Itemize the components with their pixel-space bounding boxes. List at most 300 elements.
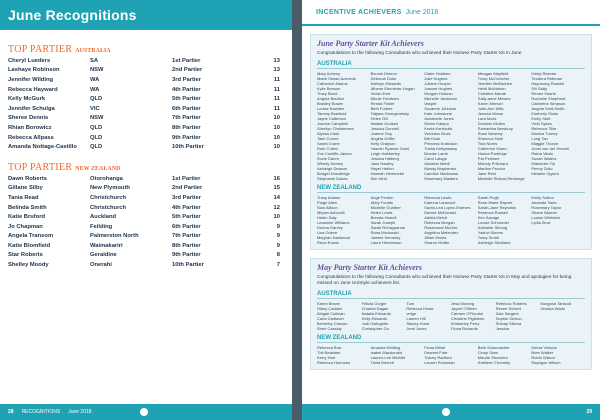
table-row <box>8 193 280 203</box>
list-item: Fiona Richards <box>451 326 478 331</box>
list-item: Jodi Galloghler <box>361 321 389 326</box>
list-item: Joanne Hughes <box>424 86 453 91</box>
may-card-title: May Party Starter Kit Achievers <box>317 263 423 272</box>
list-item: Makenzie Yip <box>531 161 556 166</box>
list-item: Joanne Campbell <box>317 121 349 126</box>
list-item: Brenda Harrell <box>370 215 397 220</box>
list-item: Chantal Dagan <box>361 306 389 311</box>
list-item: Kimberley Perry <box>451 321 480 326</box>
list-item: Rosemary Taylor <box>531 205 562 210</box>
list-item: Lydia Zinzi <box>531 220 551 225</box>
list-item: Jane Reid <box>477 171 496 176</box>
list-item: Claire Holdsen <box>424 71 451 76</box>
list-item: Candice Markowsk <box>424 171 458 176</box>
name-column <box>317 301 362 331</box>
location: Onerahi <box>90 262 112 269</box>
list-item: Shinay Silvera <box>495 321 522 326</box>
list-item: Juliane Hooper <box>424 81 452 86</box>
table-row <box>8 232 280 242</box>
list-item: Jane Hawley <box>370 161 394 166</box>
list-item: Julie-Ann Mills <box>477 106 504 111</box>
list-item: Adelaide Sthong <box>477 225 508 230</box>
party-count: 10 <box>273 144 280 151</box>
name-column <box>317 71 371 181</box>
list-item: Annabel Mahli <box>424 161 450 166</box>
list-item: Beth Forbes <box>370 106 393 111</box>
list-item: Jemi Jones <box>406 326 427 331</box>
list-item: Emily Stott <box>531 116 551 121</box>
name-column <box>531 195 585 245</box>
list-item: Michelle Jamieson <box>424 96 458 101</box>
rank: 3rd Partier <box>172 194 201 201</box>
list-item: Keela Kerboutis <box>424 126 453 131</box>
list-item: Abigail Cullinan <box>317 311 345 316</box>
name-column <box>317 345 371 365</box>
list-item: Kristy Reeves <box>531 71 557 76</box>
party-count: 11 <box>273 76 280 83</box>
list-item: Lauren Hill <box>406 316 426 321</box>
list-item: Rose-Marie Rayner <box>477 200 513 205</box>
list-item: Kylie Benson <box>317 86 341 91</box>
list-item: Rebecca Lewis <box>424 195 452 200</box>
list-item: Sarah Joseph <box>370 220 396 225</box>
list-item: Vaspet <box>424 101 437 106</box>
list-item: Kelly Edwards <box>361 316 388 321</box>
rank: 5th Partier <box>172 96 201 103</box>
list-item: Louise Bowden <box>317 106 345 111</box>
name-column <box>371 345 425 365</box>
list-item: Melody Pritchard <box>477 161 508 166</box>
table-row <box>8 174 280 184</box>
rank: 1st Partier <box>172 175 201 182</box>
list-item: Raydgon Wilson <box>531 360 561 365</box>
list-item: Sian Allison <box>317 205 338 210</box>
right-page-number: 29 <box>586 409 592 415</box>
name-column <box>424 71 478 181</box>
table-row <box>8 104 280 114</box>
list-item: Angela Boulton <box>317 96 345 101</box>
list-item: Helen Daly <box>317 215 337 220</box>
consultant-name: Angela Transom <box>8 233 54 240</box>
list-item: Marie Simao Azevedo <box>317 76 356 81</box>
list-item: Joanne Guy <box>370 131 393 136</box>
list-item: Meagan Mayfield <box>477 71 509 76</box>
list-item: Isabel Macdonald <box>370 350 402 355</box>
list-item: Penny Zollo <box>531 166 553 171</box>
list-item: Natalie Godsen <box>370 121 399 126</box>
list-item: Mary Acheny <box>317 71 341 76</box>
list-item: Tracy Bond <box>317 91 338 96</box>
list-item: Raina Vitalo <box>531 151 553 156</box>
list-item: Rose Newnby <box>477 131 503 136</box>
list-item: Sili Salig <box>531 86 547 91</box>
location: NSW <box>90 67 104 74</box>
list-item: Sharon Mutter <box>424 240 450 245</box>
table-row <box>8 241 280 251</box>
list-item: Sophie Sexton <box>495 316 522 321</box>
list-item: Annabelle Jones <box>424 116 454 121</box>
list-item: Jenni van der Heuvel <box>531 146 569 151</box>
june-region-nz: NEW ZEALAND <box>317 185 585 193</box>
list-item: Kimberly Stoke <box>531 111 559 116</box>
location: Feilding <box>90 223 113 230</box>
rank: 8th Partier <box>172 242 201 249</box>
list-item: Amanda Tacio <box>531 200 557 205</box>
list-item: Maude Stockden <box>477 355 508 360</box>
list-item: Beverley Clarson <box>317 321 348 326</box>
party-count: 9 <box>276 233 280 240</box>
list-item: Jessica Wade <box>540 306 566 311</box>
party-count: 9 <box>276 223 280 230</box>
june-region-au: AUSTRALIA <box>317 61 585 69</box>
location: QLD <box>90 124 103 131</box>
list-item: Carol Lalage <box>424 156 447 161</box>
list-item: Christine Merab <box>477 91 507 96</box>
june-card-title: June Party Starter Kit Achievers <box>317 39 424 48</box>
location: SA <box>90 57 99 64</box>
list-item: Tracy McCrutcher <box>477 76 510 81</box>
list-item: Denise McDonald <box>424 210 456 215</box>
list-item: Helen Lewis <box>370 210 393 215</box>
location: Auckland <box>90 214 117 221</box>
location: Palmerston North <box>90 233 139 240</box>
list-item: Kelly Grayson <box>370 141 396 146</box>
list-item: Tina Norris <box>477 141 498 146</box>
list-item: Catherine Simpson <box>531 101 566 106</box>
list-item: Rebecca Morgan <box>424 220 455 225</box>
list-item: Karinna Lanwood <box>424 200 456 205</box>
location: Otorohanga <box>90 175 123 182</box>
list-item: Ashleigh Stickland <box>477 240 511 245</box>
table-row <box>8 123 280 133</box>
list-item: Catherine Adams <box>317 81 348 86</box>
list-item: Renee Schiert <box>495 306 522 311</box>
list-item: Yashvi Simms <box>477 230 503 235</box>
list-item: Sarah-Lea Lopez-Esteves <box>424 205 471 210</box>
list-item: Emily Sutton <box>531 195 554 200</box>
location: QLD <box>90 96 103 103</box>
consultant-name: Katie Bruford <box>8 214 46 221</box>
list-item: Tatjana Georgevelsky <box>370 111 410 116</box>
list-item: Kerry Hart <box>317 355 336 360</box>
table-row <box>8 222 280 232</box>
location: Christchurch <box>90 194 127 201</box>
list-item: Zoe Cunliffe-James <box>317 151 352 156</box>
header-title: INCENTIVE ACHIEVERS <box>316 8 402 16</box>
list-item: Teodora Rebman <box>531 76 563 81</box>
list-item: Bib Kook <box>424 136 441 141</box>
left-page-number: 28 <box>8 409 14 415</box>
name-column <box>317 195 371 245</box>
consultant-name: Tania Read <box>8 194 39 201</box>
list-item: Tracy Smith <box>477 235 499 240</box>
consultant-name: Gillane Silby <box>8 185 43 192</box>
list-item: Tash Crome <box>317 136 339 141</box>
list-item: Melanie Zypers <box>531 171 559 176</box>
name-column <box>362 301 407 331</box>
list-item: Jayne Catterson <box>317 116 347 121</box>
list-item: Shannon Nohl <box>477 136 504 141</box>
june-achievers-card <box>310 34 592 250</box>
list-item: Maggie Thorpe <box>531 141 559 146</box>
party-count: 8 <box>276 252 280 259</box>
list-item: Donna Garvey <box>317 225 343 230</box>
list-item: Rosamond McGee <box>424 225 458 230</box>
list-item: Sarah Pugh <box>477 195 499 200</box>
rank: 5th Partier <box>172 214 201 221</box>
list-item: Renda Fisher <box>370 101 395 106</box>
party-count: 7 <box>276 262 280 269</box>
list-item: Morgana Tarbook <box>540 301 572 306</box>
list-item: Nicole Farnham <box>370 96 399 101</box>
may-region-nz: NEW ZEALAND <box>317 335 585 343</box>
list-item: Abby Foulds <box>370 200 393 205</box>
rank: 4th Partier <box>172 86 201 93</box>
list-item: Mandy Mapheneo <box>424 166 457 171</box>
list-item: Monica Turney <box>531 131 558 136</box>
list-item: Karen Mersch <box>477 101 503 106</box>
list-item: Bridget Dowdridge <box>317 171 350 176</box>
list-item: Fiona Mittal <box>424 345 445 350</box>
consultant-name: Rhian Borowicz <box>8 124 52 131</box>
rank: 3rd Partier <box>172 76 201 83</box>
table-row <box>8 142 280 152</box>
nz-section-heading <box>8 162 292 172</box>
list-item: Angelina Melendez <box>424 230 459 235</box>
list-item: Suzanne Johnson <box>424 106 457 111</box>
location: WA <box>90 86 100 93</box>
list-item: Rebecca Roberts <box>495 301 527 306</box>
list-item: Princess Krabosch <box>424 141 458 146</box>
party-count: 15 <box>273 185 280 192</box>
rank: 4th Partier <box>172 204 201 211</box>
rank: 9th Partier <box>172 252 201 259</box>
rank: 6th Partier <box>172 105 201 112</box>
list-item: Jessica <box>495 326 510 331</box>
list-item: Rana Mcdonald <box>370 230 399 235</box>
list-item: Karen Brown <box>317 301 341 306</box>
rank: 8th Partier <box>172 124 201 131</box>
consultant-name: Star Roberts <box>8 252 43 259</box>
list-item: Mirjam Ashcroft <box>317 210 345 215</box>
brand-logo-icon <box>442 408 450 416</box>
party-count: 11 <box>273 86 280 93</box>
rank: 6th Partier <box>172 223 201 230</box>
list-item: Dearest Pote <box>424 350 448 355</box>
location: VIC <box>90 105 100 112</box>
consultant-name: Dawn Roberts <box>8 175 47 182</box>
list-item: Beth Schumacher <box>477 345 510 350</box>
list-item: Zola Sargent <box>495 311 519 316</box>
list-item: Sally-anne Mewes <box>477 96 511 101</box>
list-item: Trisha Kettyasamy <box>424 146 458 151</box>
nz-heading-region: NEW ZEALAND <box>75 165 121 172</box>
list-item: Rebecca Tiller <box>531 126 557 131</box>
list-item: Felicia Gorgie <box>361 301 387 306</box>
consultant-name: Jennifer Wilding <box>8 76 54 83</box>
party-count: 13 <box>273 67 280 74</box>
list-item: Kate Johnstone <box>424 111 452 116</box>
list-item: Rebecca Burr <box>317 345 342 350</box>
list-item: Hanna Partridge <box>477 151 507 156</box>
may-card-intro: Congratulations to the following Consultants who achieved their Norwex Party Starter Kit in May and apologies for being missed on June UniStyle achievers list. <box>317 275 572 286</box>
list-item: Bonnie Deleon <box>370 71 397 76</box>
party-count: 11 <box>273 96 280 103</box>
right-page-footer <box>302 404 600 420</box>
party-count: 14 <box>273 194 280 201</box>
table-row <box>8 114 280 124</box>
list-item: Sarah Crane <box>317 141 340 146</box>
rank: 2nd Partier <box>172 67 203 74</box>
party-count: 11 <box>273 105 280 112</box>
table-row <box>8 56 280 66</box>
list-item: Martine Proctor <box>477 166 506 171</box>
list-item: Tammy Bradford <box>317 111 347 116</box>
list-item: Angela Smit-Smith <box>531 106 565 111</box>
list-item: Athene Ebenezer-Hogan <box>370 86 415 91</box>
table-row <box>8 251 280 261</box>
location: QLD <box>90 144 103 151</box>
list-item: Kim Savage <box>477 215 500 220</box>
list-item: Tracey Radford <box>424 355 452 360</box>
consultant-name: Cheryl Lueders <box>8 57 51 64</box>
list-item: Angela Griffin <box>370 136 395 141</box>
name-column <box>540 301 585 331</box>
table-row <box>8 184 280 194</box>
table-row <box>8 66 280 76</box>
rank: 7th Partier <box>172 115 201 122</box>
list-item: Catherine Owen <box>477 146 507 151</box>
table-row <box>8 203 280 213</box>
list-item: Adelia Melvit <box>424 215 447 220</box>
consultant-name: Rebecca Allpass <box>8 134 54 141</box>
consultant-name: Jo Chapman <box>8 223 43 230</box>
list-item: Sarah Ruhaypanne <box>370 225 406 230</box>
list-item: Veronica Kluck <box>424 131 451 136</box>
right-page-header <box>302 0 600 26</box>
name-column <box>424 345 478 365</box>
list-item: Christine Pigliderio <box>451 316 485 321</box>
list-item: Tania Merrett <box>370 360 394 365</box>
june-card-intro: Congratulations to the following Consultants who achieved their Norwex Party Starter Kit in June <box>317 51 522 56</box>
list-item: Rosemary Masters <box>424 176 458 181</box>
list-item: Thil Beaktam <box>317 350 341 355</box>
list-item: Divine Kaiepo <box>424 121 449 126</box>
name-column <box>371 71 425 181</box>
table-row <box>8 85 280 95</box>
list-item: Pat Pertwee <box>477 156 500 161</box>
party-count: 10 <box>273 124 280 131</box>
left-page-footer <box>0 404 292 420</box>
left-page-header <box>0 0 292 30</box>
list-item: Long Tan <box>531 136 548 141</box>
list-item: Louise Whitwick <box>531 215 561 220</box>
list-item: Michelle Ridson-Rentonge <box>477 176 525 181</box>
consultant-name: Lashaye Robinson <box>8 67 60 74</box>
list-item: Ange Fenton <box>370 195 394 200</box>
list-item: Jess Morong <box>451 301 474 306</box>
au-section-heading <box>8 44 292 54</box>
list-item: Laura Henderson <box>370 240 402 245</box>
au-top-partier-table <box>8 56 280 152</box>
list-item: Rebecca Russell <box>477 210 508 215</box>
page-title: June Recognitions <box>8 7 137 23</box>
list-item: Lara Mock <box>477 116 497 121</box>
june-nz-name-columns <box>317 195 585 245</box>
list-item: Shane Warner <box>531 210 558 215</box>
nz-top-partier-table <box>8 174 280 270</box>
name-column <box>424 195 478 245</box>
au-heading: TOP PARTIER <box>8 44 73 55</box>
list-item: Ashleigh Deacon <box>317 166 348 171</box>
list-item: Rebecca Horrocks <box>317 360 350 365</box>
footer-date: June 2018 <box>68 409 92 415</box>
list-item: Jaycel O'Brien <box>451 306 477 311</box>
list-item: Jessica Gunnell <box>370 126 399 131</box>
footer-section-label: RECOGNITIONS <box>21 409 61 415</box>
consultant-name: Rebecca Hayward <box>8 86 58 93</box>
consultant-name: Katie Blomfield <box>8 242 51 249</box>
name-column <box>371 195 425 245</box>
list-item: Debra Victoria <box>531 345 557 350</box>
name-column <box>496 301 541 331</box>
list-item: Morgan Hudson <box>424 91 453 96</box>
list-item: Jaimee Kennedy <box>370 235 401 240</box>
name-column <box>531 71 585 181</box>
rank: 10th Partier <box>172 144 204 151</box>
location: WA <box>90 76 100 83</box>
list-item: Leoannie Williams <box>317 220 350 225</box>
list-item: Kim Hirst <box>370 176 387 181</box>
list-item: Hayel Hefton <box>370 166 394 171</box>
list-item: Sarah-Jane Reynolds <box>477 205 517 210</box>
list-item: Natalia Edwards <box>361 311 391 316</box>
list-item: Lauren-Lee Midhild <box>370 355 405 360</box>
location: NSW <box>90 115 104 122</box>
rank: 1st Partier <box>172 57 201 64</box>
nz-heading: TOP PARTIER <box>8 161 73 173</box>
list-item: Vicki Sykes <box>531 121 552 126</box>
name-column <box>478 71 532 181</box>
list-item: Hannah Hemmeke <box>370 171 404 176</box>
list-item: Jennifer McEachen <box>477 81 513 86</box>
name-column <box>478 345 532 365</box>
list-item: Carmen O'Rourke <box>451 311 484 316</box>
list-item: Rochelle Shepherd <box>531 96 566 101</box>
party-count: 10 <box>273 115 280 122</box>
list-item: Sherilyn Christensen <box>317 126 354 131</box>
left-page <box>0 0 292 420</box>
party-count: 10 <box>273 214 280 221</box>
list-item: Stacey Hurst <box>406 321 430 326</box>
list-item: Lisa Grieve <box>317 230 338 235</box>
party-count: 16 <box>273 175 280 182</box>
list-item: Suzie Dahm <box>317 156 339 161</box>
list-item: Wendy Demey <box>317 161 344 166</box>
consultant-name: Belinda Smith <box>8 204 47 211</box>
page-gutter <box>292 0 302 420</box>
name-column <box>478 195 532 245</box>
consultant-name: Kelly McGurk <box>8 96 46 103</box>
list-item: Helen Gill <box>370 116 388 121</box>
au-heading-region: AUSTRALIA <box>75 48 111 54</box>
consultant-name: Shelley Moody <box>8 262 49 269</box>
list-item: Hilary Cadden <box>317 306 343 311</box>
list-item: Kathryn Edwards <box>370 81 402 86</box>
list-item: Rena Evans <box>317 240 339 245</box>
table-row <box>8 94 280 104</box>
brand-logo-icon <box>140 408 148 416</box>
